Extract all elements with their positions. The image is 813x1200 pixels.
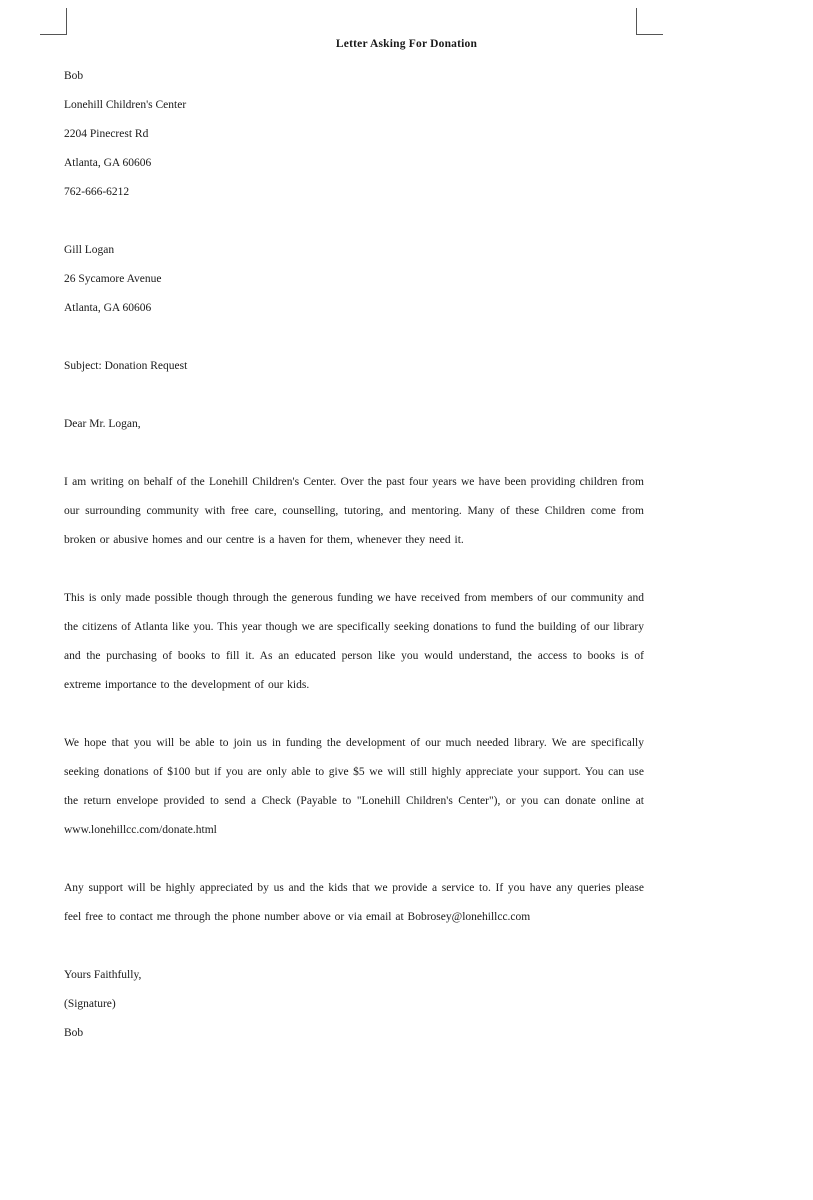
- crop-mark-top-right: [636, 8, 663, 35]
- sender-phone: 762-666-6212: [64, 186, 130, 198]
- paragraph-1: I am writing on behalf of the Lonehill Children's Center. Over the past four years we have been providing children from our surrounding community with free care, counselling, tutoring, and mentoring. Many of these Children come from broken or abusive homes and our centre is a haven for them, whenever they need it.: [64, 476, 644, 546]
- spacer: [64, 932, 644, 961]
- paragraph-2: This is only made possible though through the generous funding we have received from members of our community and the citizens of Atlanta like you. This year though we are specifically seeking donations to fund the building of our library and the purchasing of books to fill it. As an educated person like you would understand, the access to books is of extreme importance to the development of our kids.: [64, 592, 644, 691]
- letter-body: [64, 62, 644, 1048]
- subject-line: Subject: Donation Request: [64, 360, 188, 372]
- recipient-street: 26 Sycamore Avenue: [64, 273, 162, 285]
- salutation: Dear Mr. Logan,: [64, 418, 141, 430]
- sender-street: 2204 Pinecrest Rd: [64, 128, 149, 140]
- spacer: [64, 207, 644, 236]
- signature: (Signature): [64, 998, 116, 1010]
- crop-mark-top-left: [40, 8, 67, 35]
- recipient-name: Gill Logan: [64, 244, 115, 256]
- recipient-block: [64, 236, 644, 323]
- sender-block: [64, 62, 644, 207]
- spacer: [64, 323, 644, 352]
- sender-organization: Lonehill Children's Center: [64, 99, 187, 111]
- letter-title: Letter Asking For Donation: [335, 38, 478, 50]
- spacer: [64, 845, 644, 874]
- paragraph-3: We hope that you will be able to join us in funding the development of our much needed library. We are specifically seeking donations of $100 but if you are only able to give $5 we will still highly appreciate your support. You can use the return envelope provided to send a Check (Payable to "Lonehill Children's Center"), or you can donate online at www.lonehillcc.com/donate.html: [64, 737, 644, 836]
- signoff-name: Bob: [64, 1027, 84, 1039]
- spacer: [64, 555, 644, 584]
- paragraph-4: Any support will be highly appreciated by us and the kids that we provide a service to. If you have any queries please feel free to contact me through the phone number above or via email at Bobrosey@lonehillcc.com: [64, 882, 644, 923]
- spacer: [64, 439, 644, 468]
- recipient-city: Atlanta, GA 60606: [64, 302, 152, 314]
- spacer: [64, 381, 644, 410]
- sender-name: Bob: [64, 70, 84, 82]
- spacer: [64, 700, 644, 729]
- sender-city: Atlanta, GA 60606: [64, 157, 152, 169]
- closing: Yours Faithfully,: [64, 969, 142, 981]
